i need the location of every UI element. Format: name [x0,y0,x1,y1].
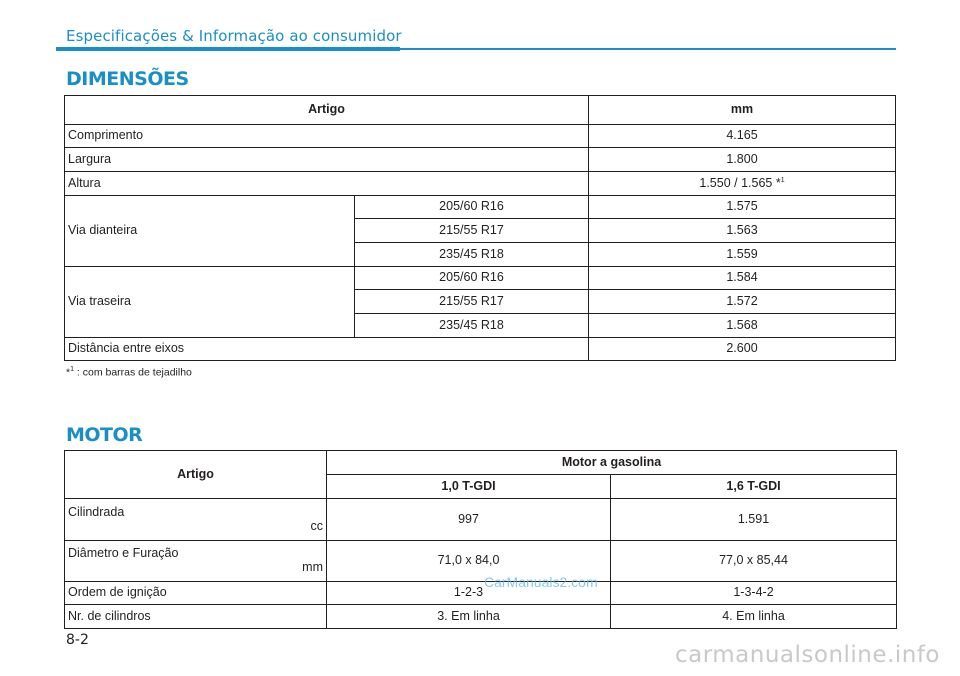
column-header-engine-b: 1,6 T-GDI [611,475,897,499]
column-header-item: Artigo [65,96,589,125]
row-label-cell [65,541,327,582]
row-label: Distância entre eixos [65,338,589,361]
column-header-engine-type: Motor a gasolina [327,451,897,475]
row-label: Ordem de ignição [65,582,327,605]
chapter-title: Especificações & Informação ao consumidor [66,27,402,45]
engine-b-value: 1-3-4-2 [611,582,897,605]
table-row [65,196,896,219]
row-value: 1.575 [589,196,896,219]
table-header-row [65,451,897,475]
table-row [65,541,897,582]
row-value: 1.800 [589,148,896,172]
chapter-rule-thin [400,48,896,50]
row-value [589,172,896,196]
chapter-rule-thick [56,47,400,51]
row-label: Cilindrada [68,504,125,519]
footnote-text: : com barras de tejadilho [74,366,192,379]
footnote-marker: 1 [780,176,785,184]
table-row [65,499,897,541]
engine-a-value: 3. Em linha [327,605,611,629]
row-unit: cc [310,518,323,533]
engine-table [64,450,897,629]
tire-size: 235/45 R18 [355,243,589,267]
row-label-cell [65,499,327,541]
row-value: 1.563 [589,219,896,243]
table-row [65,267,896,290]
engine-b-value: 1.591 [611,499,897,541]
footnote-asterisk: * [66,366,71,379]
row-unit: mm [302,560,323,574]
table-header-row [65,96,896,125]
table-row [65,125,896,148]
column-header-item: Artigo [65,451,327,499]
footer-watermark: carmanualsonline.info [674,642,940,668]
row-value: 4.165 [589,125,896,148]
row-label: Altura [65,172,589,196]
row-value: 1.584 [589,267,896,290]
engine-b-value: 77,0 x 85,44 [611,541,897,582]
tire-size: 215/55 R17 [355,290,589,314]
row-value: 1.559 [589,243,896,267]
row-value: 1.568 [589,314,896,338]
table-row [65,172,896,196]
row-value: 2.600 [589,338,896,361]
dimensions-title: DIMENSÕES [66,68,189,90]
table-row [65,605,897,629]
row-label: Via traseira [65,267,355,338]
page-number: 8-2 [66,632,89,648]
column-header-mm: mm [589,96,896,125]
row-label: Via dianteira [65,196,355,267]
site-watermark: CarManuals2.com [484,574,598,590]
dimensions-footnote [66,366,192,379]
engine-a-value: 1-2-3 [327,582,611,605]
table-row [65,582,897,605]
engine-title: MOTOR [66,424,143,446]
row-label: Largura [65,148,589,172]
dimensions-table [64,95,896,361]
tire-size: 205/60 R16 [355,267,589,290]
footnote-number: 1 [70,366,74,373]
table-row [65,338,896,361]
engine-a-value: 71,0 x 84,0 [327,541,611,582]
row-label: Comprimento [65,125,589,148]
engine-b-value: 4. Em linha [611,605,897,629]
tire-size: 205/60 R16 [355,196,589,219]
row-label: Diâmetro e Furação [68,546,179,561]
column-header-engine-a: 1,0 T-GDI [327,475,611,499]
tire-size: 235/45 R18 [355,314,589,338]
row-value: 1.572 [589,290,896,314]
height-value: 1.550 / 1.565 * [699,175,781,190]
row-label: Nr. de cilindros [65,605,327,629]
table-row [65,148,896,172]
tire-size: 215/55 R17 [355,219,589,243]
engine-a-value: 997 [327,499,611,541]
